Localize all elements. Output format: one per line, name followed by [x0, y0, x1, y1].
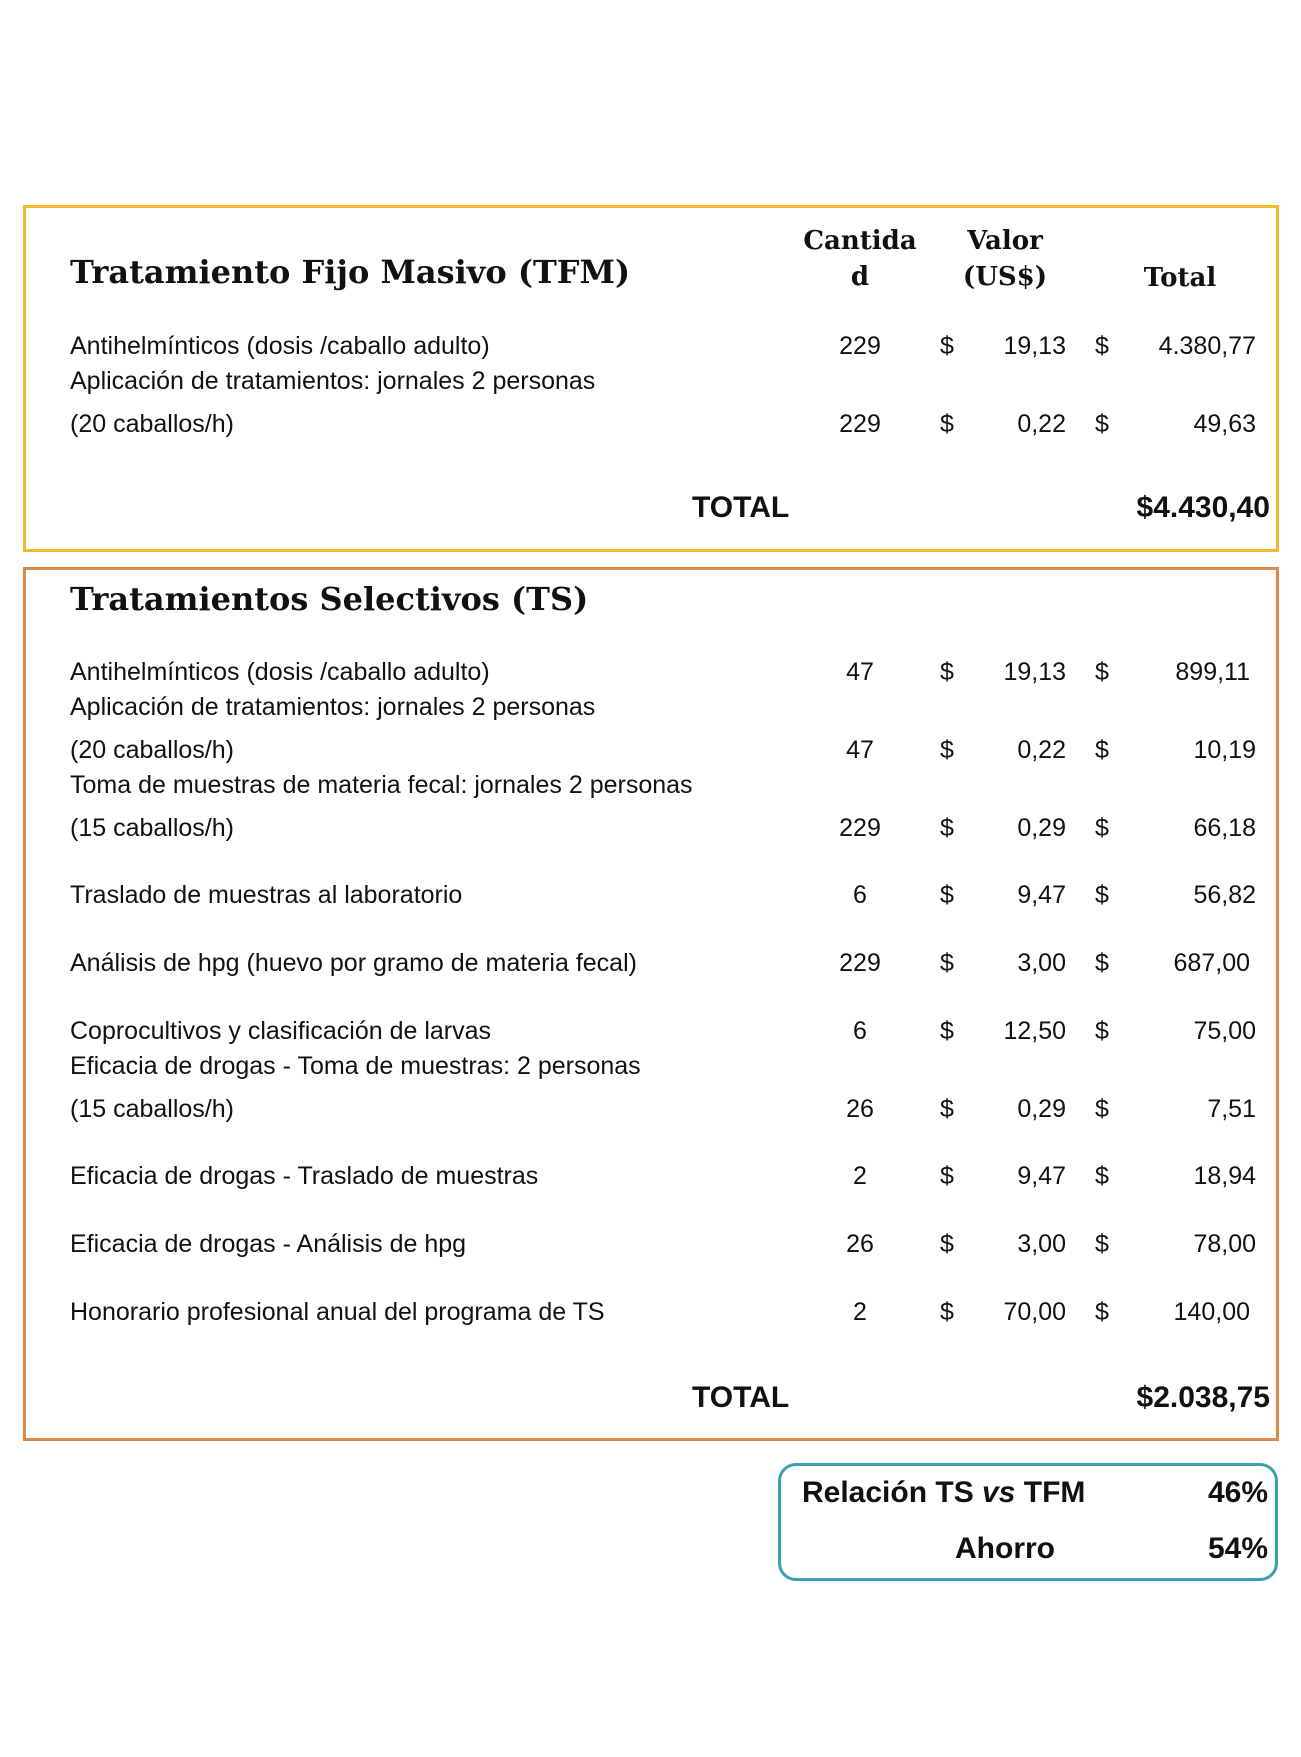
- currency-symbol: $: [1095, 949, 1109, 977]
- ratio-value: 46%: [1207, 1476, 1268, 1509]
- row-quantity: 229: [839, 332, 881, 360]
- row-description: (20 caballos/h): [70, 736, 234, 764]
- row-total: 56,82: [1193, 881, 1256, 909]
- row-description: Traslado de muestras al laboratorio: [70, 881, 463, 909]
- currency-symbol: $: [1095, 881, 1109, 909]
- row-unit-value: 70,00: [1003, 1298, 1066, 1326]
- tfm-total-label: TOTAL: [692, 491, 790, 524]
- currency-symbol: $: [940, 814, 954, 842]
- row-unit-value: 12,50: [1003, 1017, 1066, 1045]
- currency-symbol: $: [940, 736, 954, 764]
- row-description: (15 caballos/h): [70, 1095, 234, 1123]
- currency-symbol: $: [940, 1230, 954, 1258]
- row-description: Antihelmínticos (dosis /caballo adulto): [70, 332, 490, 360]
- row-description-line1: Aplicación de tratamientos: jornales 2 personas: [70, 693, 596, 721]
- row-description: Antihelmínticos (dosis /caballo adulto): [70, 658, 490, 686]
- row-description: Eficacia de drogas - Traslado de muestras: [70, 1162, 539, 1190]
- row-quantity: 47: [846, 736, 874, 764]
- row-quantity: 26: [846, 1095, 874, 1123]
- row-quantity: 47: [846, 658, 874, 686]
- row-quantity: 26: [846, 1230, 874, 1258]
- row-unit-value: 3,00: [1017, 949, 1066, 977]
- row-total: 7,51: [1207, 1095, 1256, 1123]
- row-total: 49,63: [1193, 410, 1256, 438]
- row-unit-value: 3,00: [1017, 1230, 1066, 1258]
- row-unit-value: 9,47: [1017, 1162, 1066, 1190]
- row-total: 140,00: [1173, 1298, 1250, 1326]
- row-total: 687,00: [1173, 949, 1250, 977]
- row-quantity: 2: [853, 1298, 867, 1326]
- row-description: Eficacia de drogas - Análisis de hpg: [70, 1230, 467, 1258]
- currency-symbol: $: [940, 1017, 954, 1045]
- ratio-label: Relación TS vs TFM: [802, 1476, 1086, 1509]
- currency-symbol: $: [1095, 1017, 1109, 1045]
- currency-symbol: $: [1095, 658, 1109, 686]
- row-unit-value: 0,29: [1017, 814, 1066, 842]
- currency-symbol: $: [1095, 814, 1109, 842]
- row-total: 899,11: [1175, 658, 1250, 686]
- currency-symbol: $: [940, 410, 954, 438]
- row-quantity: 229: [839, 949, 881, 977]
- row-unit-value: 0,29: [1017, 1095, 1066, 1123]
- currency-symbol: $: [1095, 1095, 1109, 1123]
- currency-symbol: $: [1095, 1298, 1109, 1326]
- currency-symbol: $: [1095, 1162, 1109, 1190]
- ts-total-value: $2.038,75: [1136, 1381, 1270, 1414]
- value-header: Valor (US$): [962, 226, 1048, 292]
- currency-symbol: $: [940, 1095, 954, 1123]
- row-unit-value: 9,47: [1017, 881, 1066, 909]
- row-total: 10,19: [1193, 736, 1256, 764]
- row-quantity: 229: [839, 814, 881, 842]
- row-quantity: 229: [839, 410, 881, 438]
- row-total: 78,00: [1193, 1230, 1256, 1258]
- currency-symbol: $: [1095, 410, 1109, 438]
- row-total: 66,18: [1193, 814, 1256, 842]
- tfm-title: Tratamiento Fijo Masivo (TFM): [70, 253, 631, 291]
- total-header: Total: [1143, 263, 1217, 293]
- currency-symbol: $: [1095, 1230, 1109, 1258]
- currency-symbol: $: [1095, 332, 1109, 360]
- row-description-line1: Eficacia de drogas - Toma de muestras: 2 personas: [70, 1052, 641, 1080]
- ts-total-label: TOTAL: [692, 1381, 790, 1414]
- row-total: 75,00: [1193, 1017, 1256, 1045]
- savings-label: Ahorro: [955, 1532, 1055, 1565]
- row-description: Honorario profesional anual del programa de TS: [70, 1298, 605, 1326]
- row-description-line1: Aplicación de tratamientos: jornales 2 personas: [70, 367, 596, 395]
- currency-symbol: $: [940, 658, 954, 686]
- row-quantity: 2: [853, 1162, 867, 1190]
- tfm-total-value: $4.430,40: [1136, 491, 1270, 524]
- row-description: (15 caballos/h): [70, 814, 234, 842]
- currency-symbol: $: [940, 1162, 954, 1190]
- row-unit-value: 19,13: [1003, 658, 1066, 686]
- currency-symbol: $: [940, 949, 954, 977]
- ts-title: Tratamientos Selectivos (TS): [70, 580, 589, 618]
- row-description: Análisis de hpg (huevo por gramo de materia fecal): [70, 949, 637, 977]
- row-total: 18,94: [1193, 1162, 1256, 1190]
- row-description-line1: Toma de muestras de materia fecal: jornales 2 personas: [70, 771, 693, 799]
- row-total: 4.380,77: [1158, 332, 1256, 360]
- row-description: (20 caballos/h): [70, 410, 234, 438]
- quantity-header: Cantida d: [803, 226, 917, 292]
- row-quantity: 6: [853, 881, 867, 909]
- currency-symbol: $: [940, 1298, 954, 1326]
- currency-symbol: $: [940, 332, 954, 360]
- savings-value: 54%: [1207, 1532, 1268, 1565]
- row-unit-value: 19,13: [1003, 332, 1066, 360]
- currency-symbol: $: [1095, 736, 1109, 764]
- row-unit-value: 0,22: [1017, 736, 1066, 764]
- currency-symbol: $: [940, 881, 954, 909]
- row-unit-value: 0,22: [1017, 410, 1066, 438]
- row-quantity: 6: [853, 1017, 867, 1045]
- row-description: Coprocultivos y clasificación de larvas: [70, 1017, 492, 1045]
